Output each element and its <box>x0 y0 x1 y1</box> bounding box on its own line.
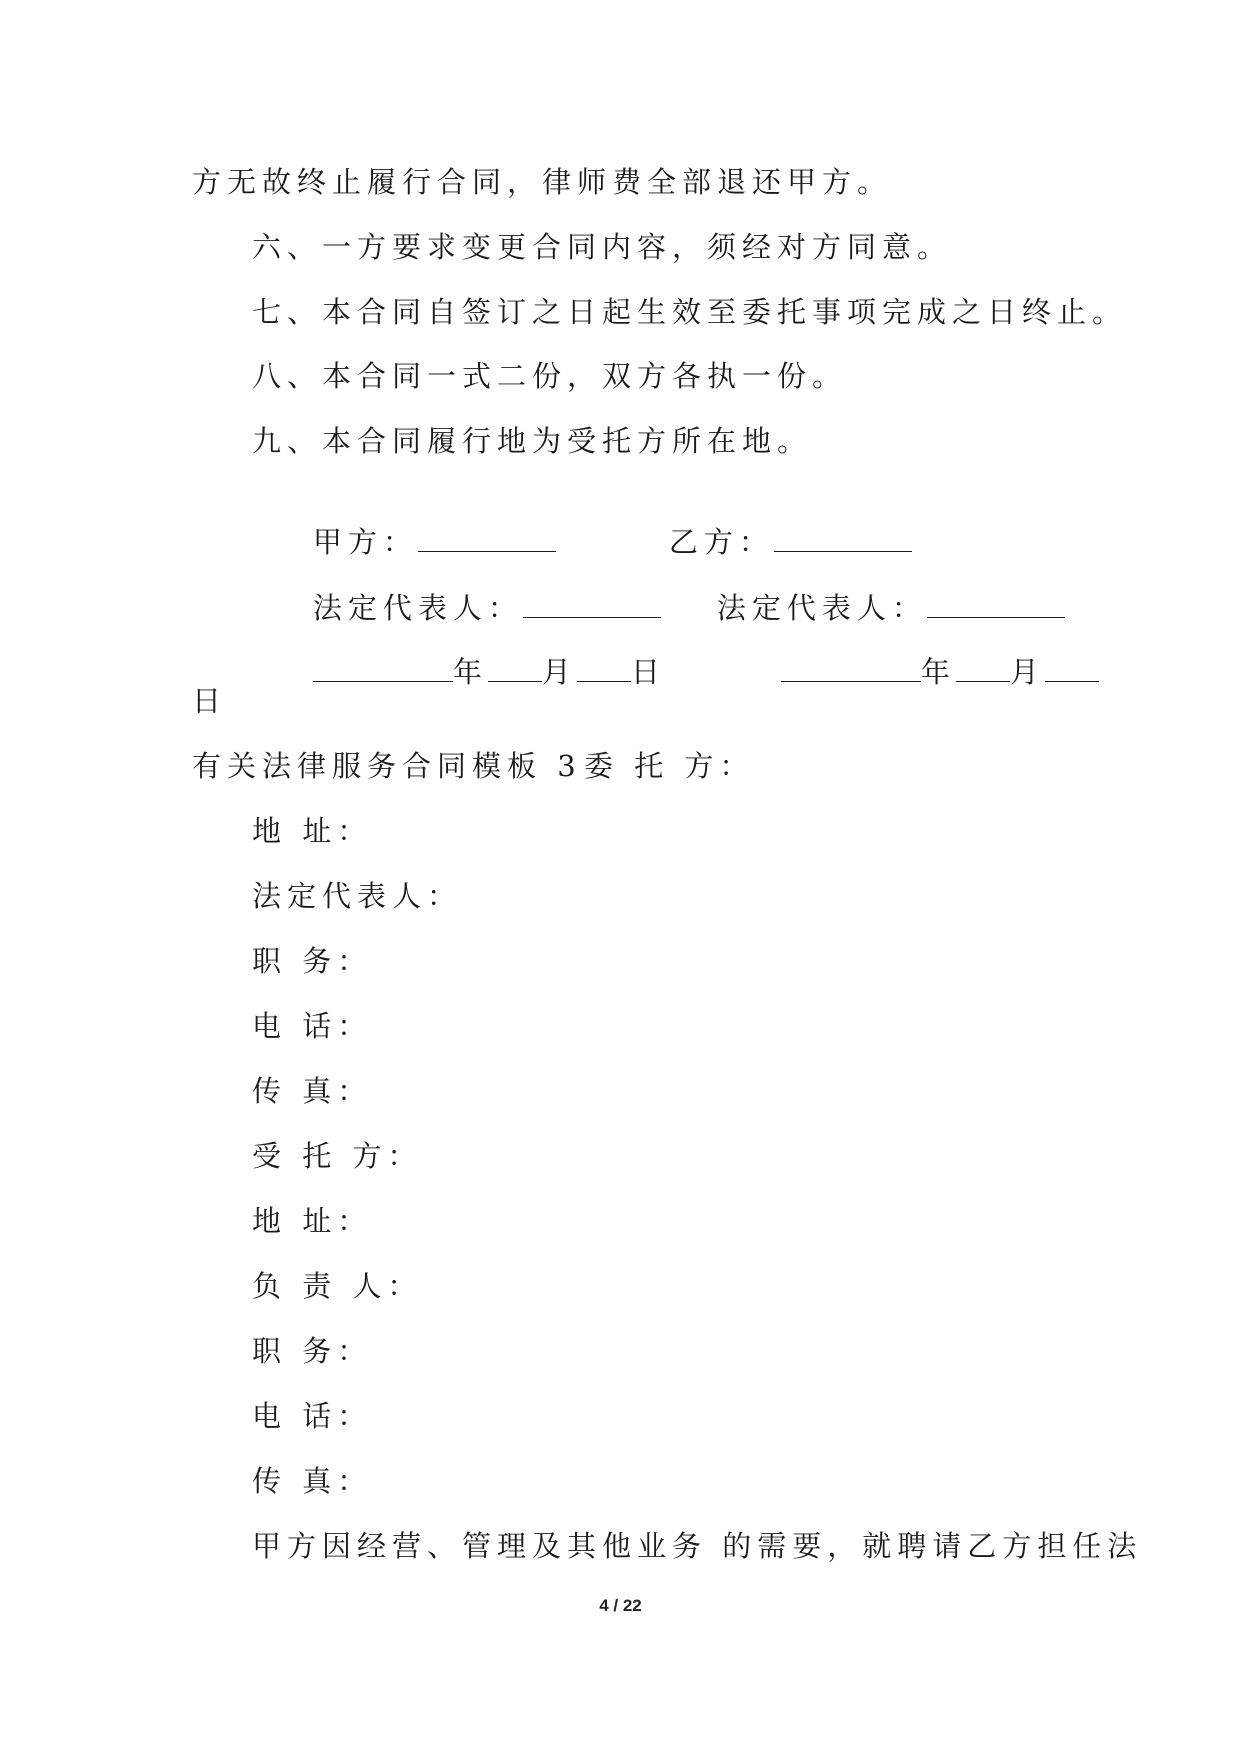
client-fax-label: 传 真： <box>252 1074 373 1108</box>
date-a-year-label: 年 <box>452 655 488 689</box>
client-phone-label: 电 话： <box>252 1009 373 1043</box>
clause-8: 八、本合同一式二份，双方各执一份。 <box>252 359 848 393</box>
date-a-month-blank <box>488 655 542 682</box>
client-legal-rep-label: 法定代表人： <box>252 879 463 913</box>
legal-rep-a-label: 法定代表人： <box>312 591 523 625</box>
date-a-day-label: 日 <box>630 655 666 689</box>
party-a-blank <box>418 525 556 552</box>
page-number: 4 / 22 <box>599 1596 642 1615</box>
trustee-phone-label: 电 话： <box>252 1399 373 1433</box>
date-b-month-blank <box>956 655 1010 682</box>
party-b-label: 乙方： <box>668 525 774 559</box>
date-b-day-wrap: 日 <box>192 684 228 718</box>
template-3-title: 有关法律服务合同模板 3 <box>192 749 582 783</box>
paragraph-continuation: 方无故终止履行合同，律师费全部退还甲方。 <box>192 165 893 199</box>
intro-paragraph: 甲方因经营、管理及其他业务 的需要，就聘请乙方担任法 <box>252 1529 1143 1563</box>
client-label: 委 托 方： <box>584 749 755 783</box>
party-a-label: 甲方： <box>312 525 418 559</box>
trustee-position-label: 职 务： <box>252 1334 373 1368</box>
trustee-fax-label: 传 真： <box>252 1464 373 1498</box>
date-a-day-blank <box>577 655 631 682</box>
trustee-head-label: 负 责 人： <box>252 1269 423 1303</box>
legal-rep-b-label: 法定代表人： <box>716 591 927 625</box>
date-b-day-blank <box>1045 655 1099 682</box>
date-a-month-label: 月 <box>541 655 577 689</box>
date-b-year-blank <box>781 655 921 682</box>
legal-rep-a-blank <box>523 591 661 618</box>
trustee-address-label: 地 址： <box>252 1204 373 1238</box>
legal-rep-b-blank <box>927 591 1065 618</box>
date-b-year-label: 年 <box>920 655 956 689</box>
clause-9: 九、本合同履行地为受托方所在地。 <box>252 424 813 458</box>
party-b-blank <box>774 525 912 552</box>
date-b-month-label: 月 <box>1009 655 1045 689</box>
client-position-label: 职 务： <box>252 944 373 978</box>
clause-6: 六、一方要求变更合同内容，须经对方同意。 <box>252 230 953 264</box>
trustee-label: 受 托 方： <box>252 1139 423 1173</box>
client-address-label: 地 址： <box>252 814 373 848</box>
date-a-year-blank <box>313 655 453 682</box>
date-b <box>720 618 1099 726</box>
clause-7: 七、本合同自签订之日起生效至委托事项完成之日终止。 <box>252 295 1128 329</box>
date-a <box>252 618 666 726</box>
